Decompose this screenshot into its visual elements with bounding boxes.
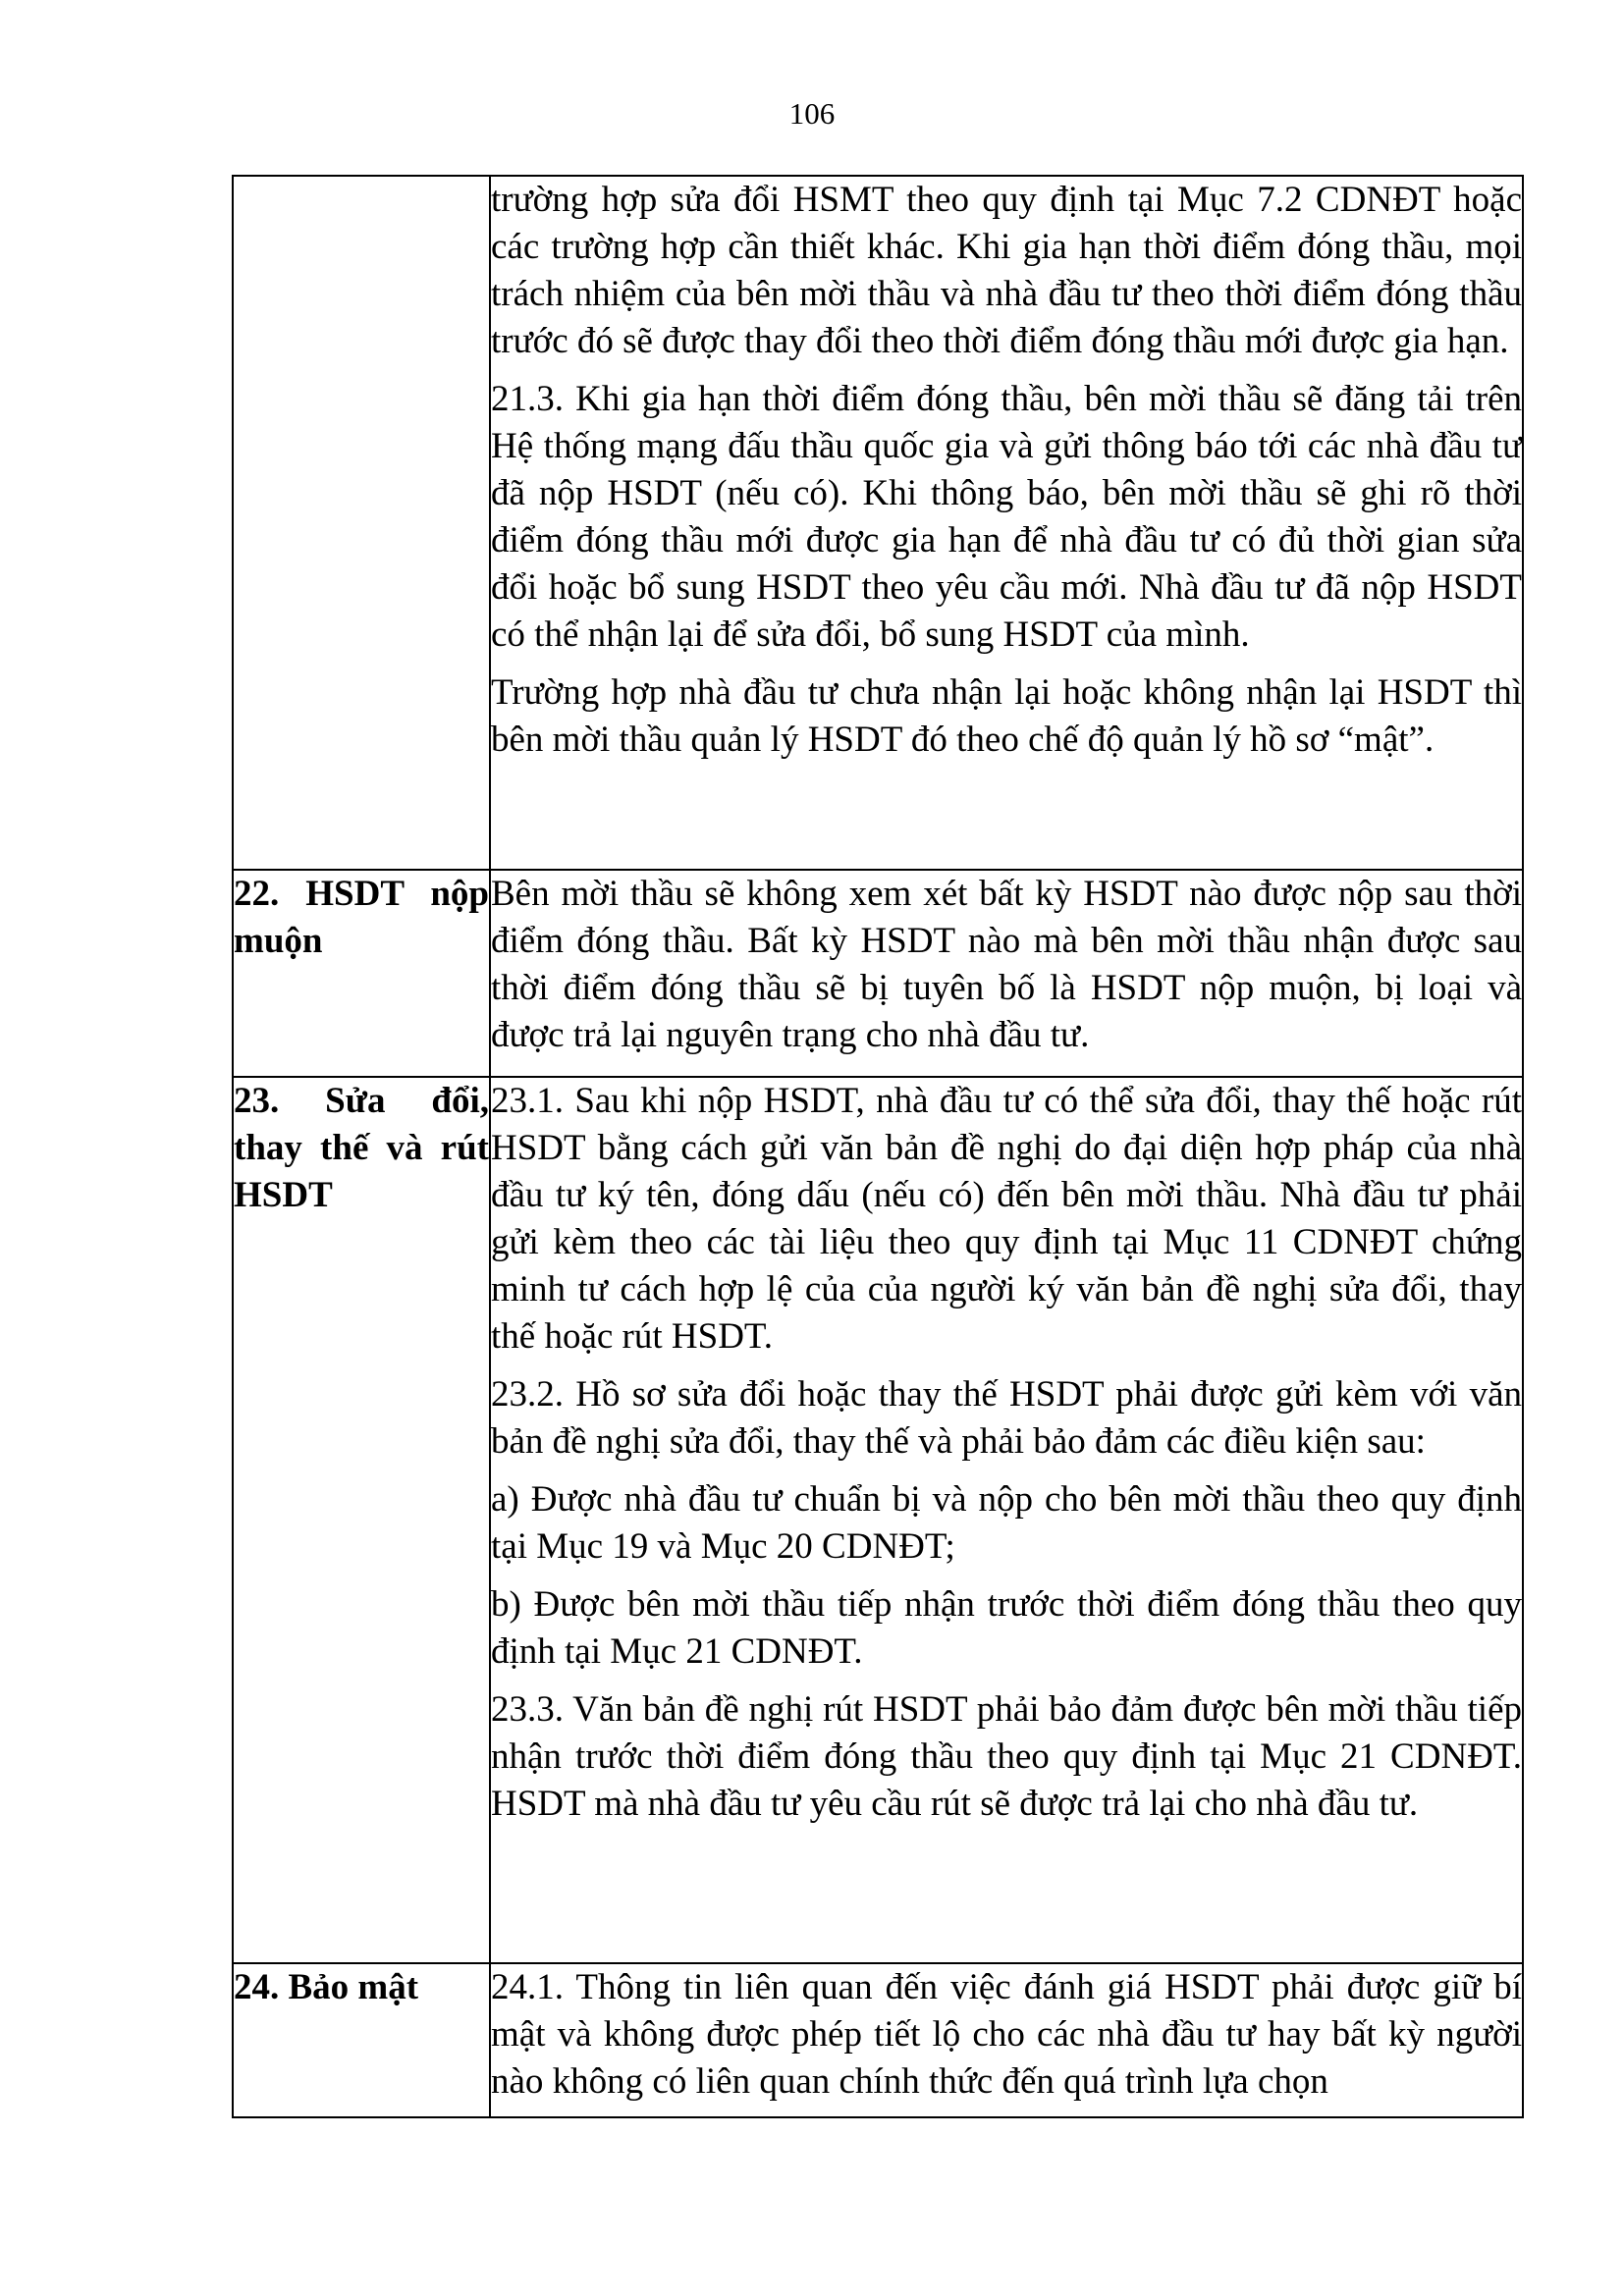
paragraph: b) Được bên mời thầu tiếp nhận trước thời điểm đóng thầu theo quy định tại Mục 21 CDNĐT.	[491, 1584, 1522, 1672]
paragraph: Trường hợp nhà đầu tư chưa nhận lại hoặc không nhận lại HSDT thì bên mời thầu quản lý HSDT đó theo chế độ quản lý hồ sơ “mật”.	[491, 672, 1522, 760]
paragraph: Bên mời thầu sẽ không xem xét bất kỳ HSDT nào được nộp sau thời điểm đóng thầu. Bất kỳ HSDT nào mà bên mời thầu nhận được sau thời điểm đóng thầu sẽ bị tuyên bố là HSDT nộp muộn, bị loại và được trả lại nguyên trạng cho nhà đầu tư.	[491, 874, 1522, 1055]
row-label: 22. HSDT nộp muộn	[234, 874, 489, 961]
table-row	[233, 870, 1523, 1077]
row-label-cell	[233, 1077, 490, 1963]
paragraph: 23.1. Sau khi nộp HSDT, nhà đầu tư có thể sửa đổi, thay thế hoặc rút HSDT bằng cách gửi văn bản đề nghị do đại diện hợp pháp của nhà đầu tư ký tên, đóng dấu (nếu có) đến bên mời thầu. Nhà đầu tư phải gửi kèm theo các tài liệu theo quy định tại Mục 11 CDNĐT chứng minh tư cách hợp lệ của của người ký văn bản đề nghị sửa đổi, thay thế hoặc rút HSDT.	[491, 1081, 1522, 1357]
row-content-cell	[490, 870, 1523, 1077]
row-label-cell	[233, 176, 490, 870]
row-content-cell	[490, 1077, 1523, 1963]
table-row	[233, 1077, 1523, 1963]
paragraph: 24.1. Thông tin liên quan đến việc đánh giá HSDT phải được giữ bí mật và không được phép tiết lộ cho các nhà đầu tư hay bất kỳ người nào không có liên quan chính thức đến quá trình lựa chọn	[491, 1967, 1522, 2102]
row-label-cell	[233, 870, 490, 1077]
row-label: 24. Bảo mật	[234, 1967, 419, 2007]
paragraph: trường hợp sửa đổi HSMT theo quy định tại Mục 7.2 CDNĐT hoặc các trường hợp cần thiết khác. Khi gia hạn thời điểm đóng thầu, mọi trách nhiệm của bên mời thầu và nhà đầu tư theo thời điểm đóng thầu trước đó sẽ được thay đổi theo thời điểm đóng thầu mới được gia hạn.	[491, 180, 1522, 361]
page-number: 106	[788, 96, 836, 131]
row-content-cell	[490, 176, 1523, 870]
document-table	[232, 175, 1524, 2118]
table-row	[233, 176, 1523, 870]
paragraph: 23.3. Văn bản đề nghị rút HSDT phải bảo đảm được bên mời thầu tiếp nhận trước thời điểm đóng thầu theo quy định tại Mục 21 CDNĐT. HSDT mà nhà đầu tư yêu cầu rút sẽ được trả lại cho nhà đầu tư.	[491, 1689, 1522, 1824]
row-content-cell	[490, 1963, 1523, 2117]
row-label-cell	[233, 1963, 490, 2117]
paragraph: a) Được nhà đầu tư chuẩn bị và nộp cho bên mời thầu theo quy định tại Mục 19 và Mục 20 CDNĐT;	[491, 1479, 1522, 1567]
row-label: 23. Sửa đổi, thay thế và rút HSDT	[234, 1081, 489, 1215]
paragraph: 21.3. Khi gia hạn thời điểm đóng thầu, bên mời thầu sẽ đăng tải trên Hệ thống mạng đấu thầu quốc gia và gửi thông báo tới các nhà đầu tư đã nộp HSDT (nếu có). Khi thông báo, bên mời thầu sẽ ghi rõ thời điểm đóng thầu mới được gia hạn để nhà đầu tư có đủ thời gian sửa đổi hoặc bổ sung HSDT theo yêu cầu mới. Nhà đầu tư đã nộp HSDT có thể nhận lại để sửa đổi, bổ sung HSDT của mình.	[491, 379, 1522, 655]
table-row	[233, 1963, 1523, 2117]
paragraph: 23.2. Hồ sơ sửa đổi hoặc thay thế HSDT phải được gửi kèm với văn bản đề nghị sửa đổi, thay thế và phải bảo đảm các điều kiện sau:	[491, 1374, 1522, 1462]
